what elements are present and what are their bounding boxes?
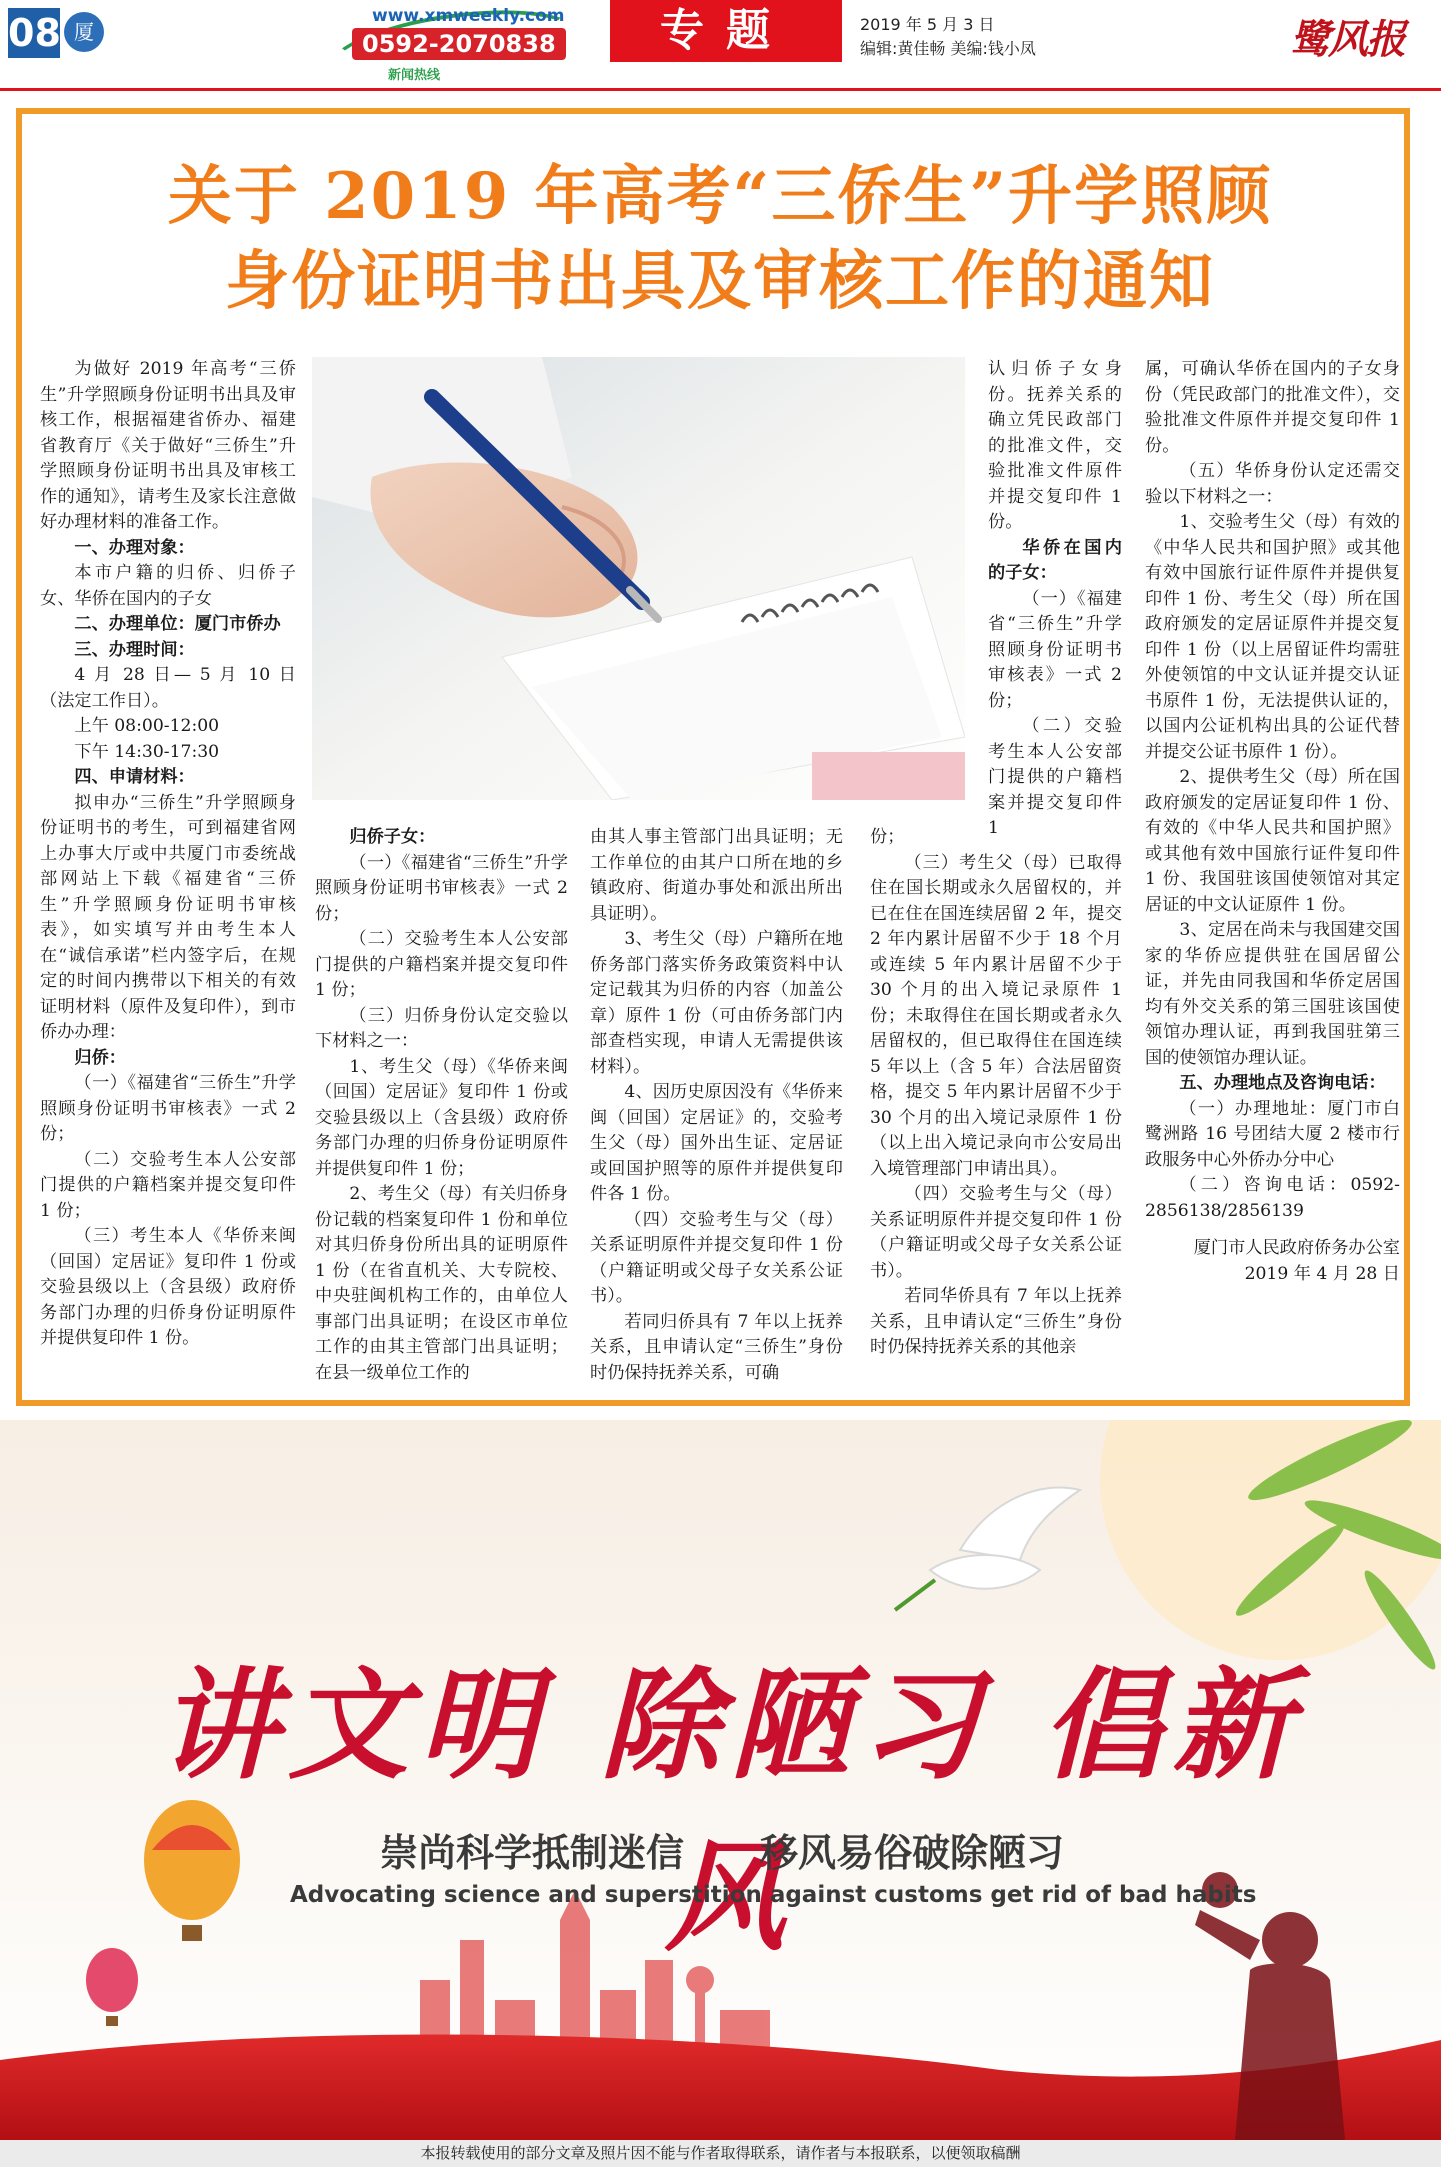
body-paragraph: 3、定居在尚未与我国建交国家的华侨应提供驻在国居留公证，并先由同我国和华侨定居国均有外交关系的第三国驻该国使领馆办理认证，再到我国驻第三国的使领馆办理认证。 xyxy=(1145,920,1400,1068)
body-paragraph: （四）交验考生与父（母）关系证明原件并提交复印件 1 份（户籍证明或父母子女关系公证书）。 xyxy=(590,1209,843,1306)
section-heading: 二、办理单位：厦门市侨办 xyxy=(74,614,281,634)
section-heading: 一、办理对象： xyxy=(74,537,195,558)
notice-column-4 xyxy=(870,825,1122,1361)
issuer-signature: 厦门市人民政府侨务办公室 xyxy=(1193,1238,1400,1258)
paper-logo: 鹭风报 xyxy=(1290,16,1404,63)
hotline-caption: 新闻热线 xyxy=(388,68,441,83)
body-paragraph: 1、交验考生父（母）有效的《中华人民共和国护照》或其他有效中国旅行证件原件并提供复印件 1 份、考生父（母）所在国政府颁发的定居证原件并提交复印件 1 份（以上居留证件均需驻外使领馆的中文认证并提交认证书原件 1 份，无法提供认证的，以国内公证机构出具的公证代替并提交公证书原件 1 份）。 xyxy=(1145,512,1400,762)
body-paragraph: （二）交验考生本人公安部门提供的户籍档案并提交复印件 1 xyxy=(988,716,1122,838)
notice-column-2 xyxy=(315,825,568,1386)
body-paragraph: 份； xyxy=(870,827,905,847)
body-paragraph: 3、考生父（母）户籍所在地侨务部门落实侨务政策资料中认定记载其为归侨的内容（加盖公章）原件 1 份（可由侨务部门内部查档实现，申请人无需提供该材料）。 xyxy=(590,929,843,1077)
contact-address: （一）办理地址：厦门市白鹭洲路 16 号团结大厦 2 楼市行政服务中心外侨办分中心 xyxy=(1145,1098,1400,1170)
banner-slogan-left: 崇尚科学抵制迷信 xyxy=(380,1831,685,1875)
notice-column-3 xyxy=(590,825,843,1386)
hotline-url: www.xmweekly.com xyxy=(372,6,565,26)
office-hours-afternoon: 下午 14:30-17:30 xyxy=(74,741,220,762)
body-paragraph: （一）《福建省“三侨生”升学照顾身份证明书审核表》一式 2 份； xyxy=(988,588,1122,711)
subsection-heading: 归侨子女： xyxy=(349,827,436,847)
masthead-divider xyxy=(0,88,1441,91)
body-paragraph: 拟申办“三侨生”升学照顾身份证明书的考生，可到福建省网上办事大厅或中共厦门市委统战部网站上下载《福建省“三侨生”升学照顾身份证明书审核表》，如实填写并由考生本人在“诚信承诺”栏内签字后，在规定的时间内携带以下相关的有效证明材料（原件及复印件），到市侨办办理： xyxy=(40,792,296,1042)
subsection-heading: 归侨： xyxy=(74,1047,126,1068)
copyright-footer: 本报转载使用的部分文章及照片因不能与作者取得联系，请作者与本报联系，以便领取稿酬 xyxy=(0,2140,1441,2167)
banner-title: 讲文明 除陋习 倡新风 xyxy=(158,1655,1302,1968)
writing-photo-illustration xyxy=(312,357,965,800)
body-paragraph: 2、考生父（母）有关归侨身份记载的档案复印件 1 份和单位对其归侨身份所出具的证明原件 1 份（在省直机关、大专院校、中央驻闽机构工作的，由单位人事部门出具证明；在设区市单位工作的由其主管部门出具证明；在县一级单位工作的 xyxy=(315,1184,568,1383)
issue-date: 2019 年 5 月 3 日 xyxy=(860,15,995,34)
section-label: 专题 xyxy=(610,0,842,62)
notice-title-line1: 关于 2019 年高考“三侨生”升学照顾 xyxy=(167,159,1273,234)
page-mark-icon: 厦 xyxy=(64,12,104,52)
banner-english-slogan: Advocating science and superstition against customs get rid of bad habits xyxy=(290,1882,1257,1908)
hotline-phone: 0592-2070838 xyxy=(352,28,566,60)
body-paragraph: 若同华侨具有 7 年以上抚养关系，且申请认定“三侨生”身份时仍保持抚养关系的其他亲 xyxy=(870,1286,1122,1357)
body-paragraph: 若同归侨具有 7 年以上抚养关系，且申请认定“三侨生”身份时仍保持抚养关系，可确 xyxy=(590,1311,843,1383)
notice-column-5 xyxy=(1145,357,1400,1287)
banner-slogan-right: 移风易俗破除陋习 xyxy=(760,1831,1065,1875)
issue-date-signature: 2019 年 4 月 28 日 xyxy=(1244,1263,1400,1284)
page-number: 08 xyxy=(8,8,60,58)
body-paragraph: 认归侨子女身份。抚养关系的确立凭民政部门的批准文件，交验批准文件原件并提交复印件 1 份。 xyxy=(988,359,1122,532)
body-paragraph: （三）归侨身份认定交验以下材料之一： xyxy=(315,1005,568,1051)
body-paragraph: 属，可确认华侨在国内的子女身份（凭民政部门的批准文件），交验批准文件原件并提交复印件 1 份。 xyxy=(1145,359,1400,456)
office-hours-morning: 上午 08:00-12:00 xyxy=(74,716,220,736)
body-paragraph: 由其人事主管部门出具证明；无工作单位的由其户口所在地的乡镇政府、街道办事处和派出所出具证明）。 xyxy=(590,827,843,924)
body-paragraph: （三）考生本人《华侨来闽（回国）定居证》复印件 1 份或交验县级以上（含县级）政府侨务部门办理的归侨身份证明原件并提供复印件 1 份。 xyxy=(40,1226,296,1348)
body-paragraph: 4 月 28 日— 5 月 10 日（法定工作日）。 xyxy=(40,665,296,711)
contact-phone: （二）咨询电话：0592-2856138/2856139 xyxy=(1145,1175,1400,1221)
body-paragraph: （一）《福建省“三侨生”升学照顾身份证明书审核表》一式 2 份； xyxy=(315,852,568,924)
body-paragraph: 1、考生父（母）《华侨来闽（回国）定居证》复印件 1 份或交验县级以上（含县级）政府侨务部门办理的归侨身份证明原件并提供复印件 1 份； xyxy=(315,1056,568,1179)
writing-photo xyxy=(312,357,965,800)
subsection-heading: 华侨在国内的子女： xyxy=(988,537,1122,583)
notice-column-1 xyxy=(40,357,296,1352)
section-heading: 五、办理地点及咨询电话： xyxy=(1179,1073,1386,1093)
notice-column-4-top xyxy=(988,357,1122,842)
body-paragraph: （一）《福建省“三侨生”升学照顾身份证明书审核表》一式 2 份； xyxy=(40,1073,296,1144)
notice-title-line2: 身份证明书出具及审核工作的通知 xyxy=(225,244,1215,319)
body-paragraph: （五）华侨身份认定还需交验以下材料之一： xyxy=(1145,461,1400,507)
body-paragraph: 4、因历史原因没有《华侨来闽（回国）定居证》的，交验考生父（母）国外出生证、定居证或回国护照等的原件并提供复印件各 1 份。 xyxy=(590,1082,843,1204)
body-paragraph: （四）交验考生与父（母）关系证明原件并提交复印件 1 份（户籍证明或父母子女关系公证书）。 xyxy=(870,1184,1122,1281)
intro-paragraph: 为做好 2019 年高考“三侨生”升学照顾身份证明书出具及审核工作，根据福建省侨办、福建省教育厅《关于做好“三侨生”升学照顾身份证明书出具及审核工作的通知》，请考生及家长注意做好办理材料的准备工作。 xyxy=(40,359,296,532)
body-paragraph: 2、提供考生父（母）所在国政府颁发的定居证复印件 1 份、有效的《中华人民共和国护照》或其他有效中国旅行证件复印件 1 份、我国驻该国使领馆对其定居证的中文认证原件 1 份。 xyxy=(1145,767,1400,915)
editor-credits: 编辑:黄佳畅 美编:钱小凤 xyxy=(860,39,1036,58)
section-heading: 三、办理时间： xyxy=(74,639,195,660)
section-heading: 四、申请材料： xyxy=(74,767,195,787)
body-paragraph: （三）考生父（母）已取得住在国长期或永久居留权的，并已在住在国连续居留 2 年，提交 2 年内累计居留不少于 18 个月或连续 5 年内累计居留不少于 30 个月的出入境记录原件 1 份；未取得住在国长期或者永久居留权的，但已取得住在国连续 5 年以上（含 5 年）合法居留资格，提交 5 年内累计居留不少于 30 个月的出入境记录原件 1 份（以上出入境记录向市公安局出入境管理部门申请出具）。 xyxy=(870,852,1122,1179)
body-paragraph: 本市户籍的归侨、归侨子女、华侨在国内的子女 xyxy=(40,563,296,609)
body-paragraph: （二）交验考生本人公安部门提供的户籍档案并提交复印件 1 份； xyxy=(40,1149,296,1221)
body-paragraph: （二）交验考生本人公安部门提供的户籍档案并提交复印件 1 份； xyxy=(315,929,568,1000)
